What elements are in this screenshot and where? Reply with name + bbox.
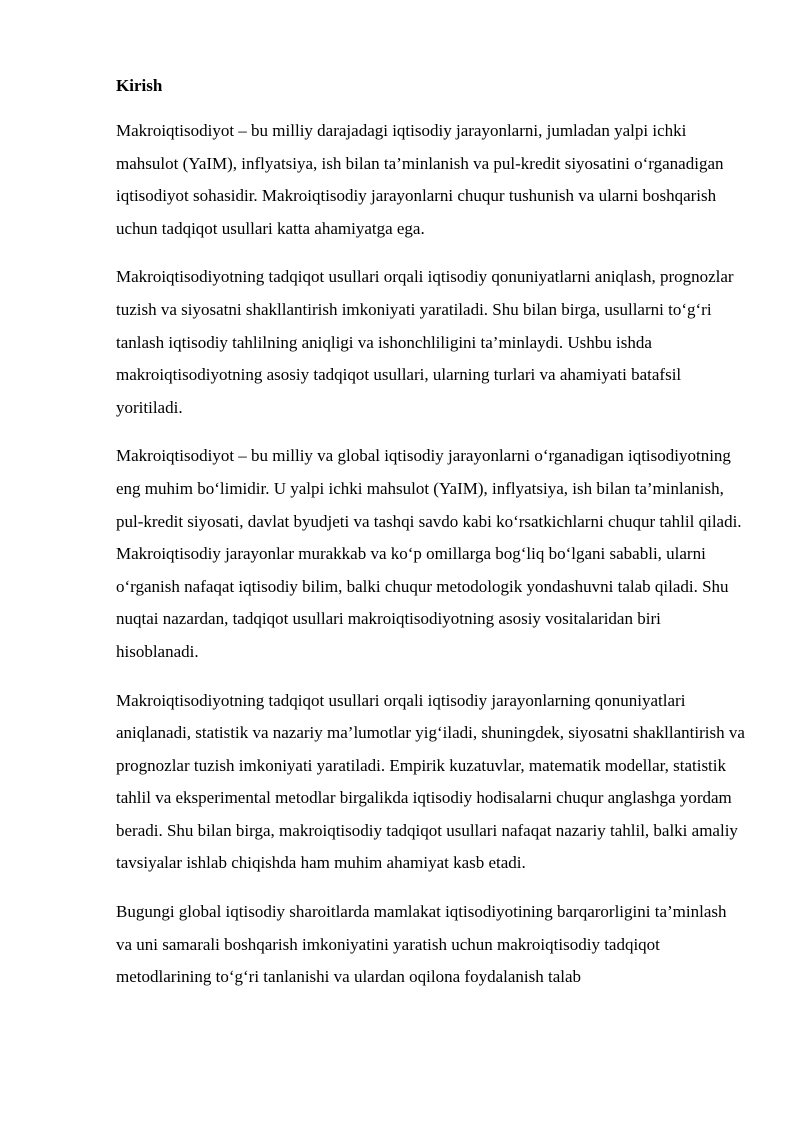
paragraph-5: Bugungi global iqtisodiy sharoitlarda mamlakat iqtisodiyotining barqarorligini ta’minlash va uni samarali boshqarish imkoniyatini yaratish uchun makroiqtisodiy tadqiqot metodlarining to‘g‘ri tanlanishi va ulardan oqilona foydalanish talab — [116, 902, 727, 987]
section-heading: Kirish — [116, 76, 163, 95]
paragraph-4: Makroiqtisodiyotning tadqiqot usullari orqali iqtisodiy jarayonlarning qonuniyatlari aniqlanadi, statistik va nazariy ma’lumotlar yig‘iladi, shuningdek, siyosatni shakllantirish va prognozlar tuzish imkoniyati yaratiladi. Empirik kuzatuvlar, matematik modellar, statistik tahlil va eksperimental metodlar birgalikda iqtisodiy hodisalarni chuqur anglashga yordam beradi. Shu bilan birga, makroiqtisodiy tadqiqot usullari nafaqat nazariy tahlil, balki amaliy tavsiyalar ishlab chiqishda ham muhim ahamiyat kasb etadi. — [116, 690, 745, 873]
document-page — [116, 74, 746, 1010]
paragraph-1: Makroiqtisodiyot – bu milliy darajadagi iqtisodiy jarayonlarni, jumladan yalpi ichki mahsulot (YaIM), inflyatsiya, ish bilan ta’minlanish va pul-kredit siyosatini o‘rganadigan iqtisodiyot sohasidir. Makroiqtisodiy jarayonlarni chuqur tushunish va ularni boshqarish uchun tadqiqot usullari katta ahamiyatga ega. — [116, 121, 724, 238]
paragraph-3: Makroiqtisodiyot – bu milliy va global iqtisodiy jarayonlarni o‘rganadigan iqtisodiyotning eng muhim bo‘limidir. U yalpi ichki mahsulot (YaIM), inflyatsiya, ish bilan ta’minlanish, pul-kredit siyosati, davlat byudjeti va tashqi savdo kabi ko‘rsatkichlarni chuqur tahlil qiladi. Makroiqtisodiy jarayonlar murakkab va ko‘p omillarga bog‘liq bo‘lgani sababli, ularni o‘rganish nafaqat iqtisodiy bilim, balki chuqur metodologik yondashuvni talab qiladi. Shu nuqtai nazardan, tadqiqot usullari makroiqtisodiyotning asosiy vositalaridan biri hisoblanadi. — [116, 446, 742, 661]
paragraph-2: Makroiqtisodiyotning tadqiqot usullari orqali iqtisodiy qonuniyatlarni aniqlash, prognozlar tuzish va siyosatni shakllantirish imkoniyati yaratiladi. Shu bilan birga, usullarni to‘g‘ri tanlash iqtisodiy tahlilning aniqligi va ishonchliligini ta’minlaydi. Ushbu ishda makroiqtisodiyotning asosiy tadqiqot usullari, ularning turlari va ahamiyati batafsil yoritiladi. — [116, 267, 734, 417]
